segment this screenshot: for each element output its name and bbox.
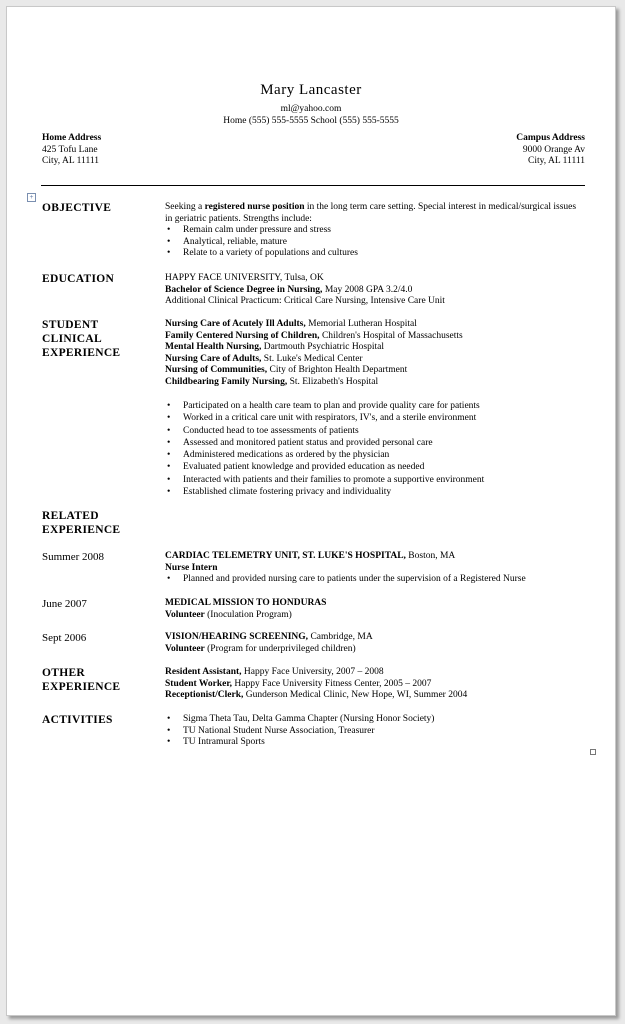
other-entry-title: Receptionist/Clerk, — [165, 690, 244, 700]
header-divider — [41, 185, 585, 186]
related-entry — [165, 551, 585, 586]
clinical-duties — [165, 400, 585, 498]
rotation-place: Dartmouth Psychiatric Hospital — [261, 342, 385, 352]
list-item: • Worked in a critical care unit with respirators, IV's, and a sterile environment — [165, 412, 585, 424]
entry-org: MEDICAL MISSION TO HONDURAS — [165, 598, 327, 608]
activities-body — [165, 714, 585, 749]
entry-org: VISION/HEARING SCREENING, — [165, 632, 309, 642]
list-item: • TU National Student Nurse Association, Treasurer — [165, 726, 585, 738]
school: HAPPY FACE UNIVERSITY, Tulsa, OK — [165, 273, 324, 283]
entry-org-line — [165, 632, 585, 644]
list-item: • Evaluated patient knowledge and provided education as needed — [165, 461, 585, 473]
objective-body — [165, 202, 585, 260]
clinical-heading — [42, 318, 120, 360]
home-address-title: Home Address — [42, 133, 102, 143]
degree-line — [165, 285, 585, 297]
objective-text-end: in the long term care setting. Special interest in medical/surgical issues in geriatric patients. Strengths include: — [165, 202, 577, 224]
education-body — [165, 273, 585, 308]
entry-date: Sept 2006 — [42, 632, 87, 644]
entry-org-line — [165, 551, 585, 563]
rotation-row — [165, 365, 585, 377]
list-item: • Remain calm under pressure and stress — [165, 225, 585, 237]
list-item: • Sigma Theta Tau, Delta Gamma Chapter (Nursing Honor Society) — [165, 714, 585, 726]
rotation-row — [165, 319, 585, 331]
entry-bullets — [165, 574, 585, 586]
list-item: • Interacted with patients and their families to promote a supportive environment — [165, 474, 585, 486]
rotation-title: Childbearing Family Nursing, — [165, 376, 288, 387]
email: ml@yahoo.com — [280, 104, 342, 114]
objective-text-bold: registered nurse position — [204, 202, 305, 212]
list-item: • Analytical, reliable, mature — [165, 237, 585, 249]
home-address-block — [42, 133, 101, 168]
entry-role-line — [165, 644, 585, 656]
entry-location: Boston, MA — [405, 551, 456, 561]
other-heading-line1: OTHER — [42, 667, 86, 679]
rotation-row — [165, 342, 585, 354]
entry-role-detail: (Program for underprivileged children) — [204, 643, 356, 654]
other-entry-detail: Happy Face University Fitness Center, 2005 – 2007 — [232, 678, 432, 689]
education-heading: EDUCATION — [42, 273, 115, 285]
other-entry-detail: Happy Face University, 2007 – 2008 — [241, 667, 384, 677]
rotation-row — [165, 377, 585, 389]
entry-date: Summer 2008 — [42, 551, 105, 563]
list-item: • Administered medications as ordered by the physician — [165, 449, 585, 461]
duties-list — [165, 400, 585, 498]
list-item: • TU Intramural Sports — [165, 737, 585, 749]
rotation-place: Children's Hospital of Massachusetts — [319, 330, 463, 341]
other-experience-body — [165, 667, 585, 702]
clinical-heading-line2: CLINICAL — [42, 333, 102, 345]
entry-date: June 2007 — [42, 598, 87, 610]
rotation-place: St. Luke's Medical Center — [261, 353, 363, 364]
list-item: • Assessed and monitored patient status and provided personal care — [165, 437, 585, 449]
campus-address-line2: City, AL 11111 — [528, 156, 585, 166]
entry-role-line — [165, 610, 585, 622]
objective-heading: OBJECTIVE — [42, 202, 112, 214]
rotation-title: Nursing Care of Acutely Ill Adults, — [165, 319, 306, 329]
entry-role: Volunteer — [165, 643, 205, 654]
list-item: • Established climate fostering privacy and individuality — [165, 486, 585, 498]
other-heading — [42, 666, 120, 694]
other-entry — [165, 679, 585, 691]
activities-list — [165, 714, 585, 749]
objective-text — [165, 202, 585, 225]
related-entry — [165, 598, 585, 621]
list-item: • Participated on a health care team to plan and provide quality care for patients — [165, 400, 585, 412]
list-item: • Relate to a variety of populations and cultures — [165, 248, 585, 260]
strengths-list — [165, 225, 585, 260]
resume-page — [6, 6, 616, 1016]
entry-org: CARDIAC TELEMETRY UNIT, ST. LUKE'S HOSPITAL, — [165, 551, 406, 561]
other-entry-title: Student Worker, — [165, 678, 233, 689]
campus-address-block — [516, 133, 585, 168]
end-of-cell-marker — [590, 749, 596, 755]
rotation-title: Nursing of Communities, — [165, 365, 268, 375]
rotation-row — [165, 331, 585, 343]
clinical-heading-line3: EXPERIENCE — [42, 347, 121, 359]
entry-role-detail: (Inoculation Program) — [204, 609, 292, 620]
rotation-row — [165, 354, 585, 366]
degree: Bachelor of Science Degree in Nursing, — [165, 284, 323, 295]
other-entry — [165, 667, 585, 679]
entry-role: Volunteer — [165, 609, 205, 620]
rotation-title: Nursing Care of Adults, — [165, 353, 262, 364]
entry-role: Nurse Intern — [165, 562, 218, 573]
home-address-line1: 425 Tofu Lane — [42, 144, 98, 155]
applicant-name: Mary Lancaster — [260, 82, 362, 98]
table-move-handle-icon[interactable]: + — [27, 193, 36, 202]
other-entry-title: Resident Assistant, — [165, 667, 242, 677]
related-heading-line2: EXPERIENCE — [42, 524, 121, 536]
related-entry — [165, 632, 585, 655]
rotation-place: Memorial Lutheran Hospital — [305, 319, 417, 329]
objective-text-start: Seeking a — [165, 202, 205, 212]
rotation-title: Mental Health Nursing, — [165, 342, 262, 352]
degree-date-gpa: May 2008 GPA 3.2/4.0 — [322, 284, 413, 295]
additional-practicum: Additional Clinical Practicum: Critical Care Nursing, Intensive Care Unit — [165, 296, 445, 306]
clinical-rotations — [165, 319, 585, 388]
home-address-line2: City, AL 11111 — [42, 156, 99, 166]
list-item: • Conducted head to toe assessments of patients — [165, 425, 585, 437]
related-heading-line1: RELATED — [42, 510, 99, 522]
entry-location: Cambridge, MA — [308, 632, 373, 642]
list-item: • Planned and provided nursing care to patients under the supervision of a Registered Nurse — [165, 574, 585, 586]
clinical-heading-line1: STUDENT — [42, 319, 99, 331]
rotation-title: Family Centered Nursing of Children, — [165, 330, 320, 341]
campus-address-line1: 9000 Orange Av — [522, 144, 585, 155]
rotation-place: City of Brighton Health Department — [267, 365, 408, 375]
related-heading — [42, 509, 120, 537]
campus-address-title: Campus Address — [516, 133, 585, 143]
phone-numbers: Home (555) 555-5555 School (555) 555-5555 — [223, 116, 399, 126]
other-heading-line2: EXPERIENCE — [42, 681, 121, 693]
other-entry — [165, 690, 585, 702]
rotation-place: St. Elizabeth's Hospital — [287, 376, 379, 387]
other-entry-detail: Gunderson Medical Clinic, New Hope, WI, Summer 2004 — [243, 690, 468, 700]
activities-heading: ACTIVITIES — [42, 714, 113, 726]
